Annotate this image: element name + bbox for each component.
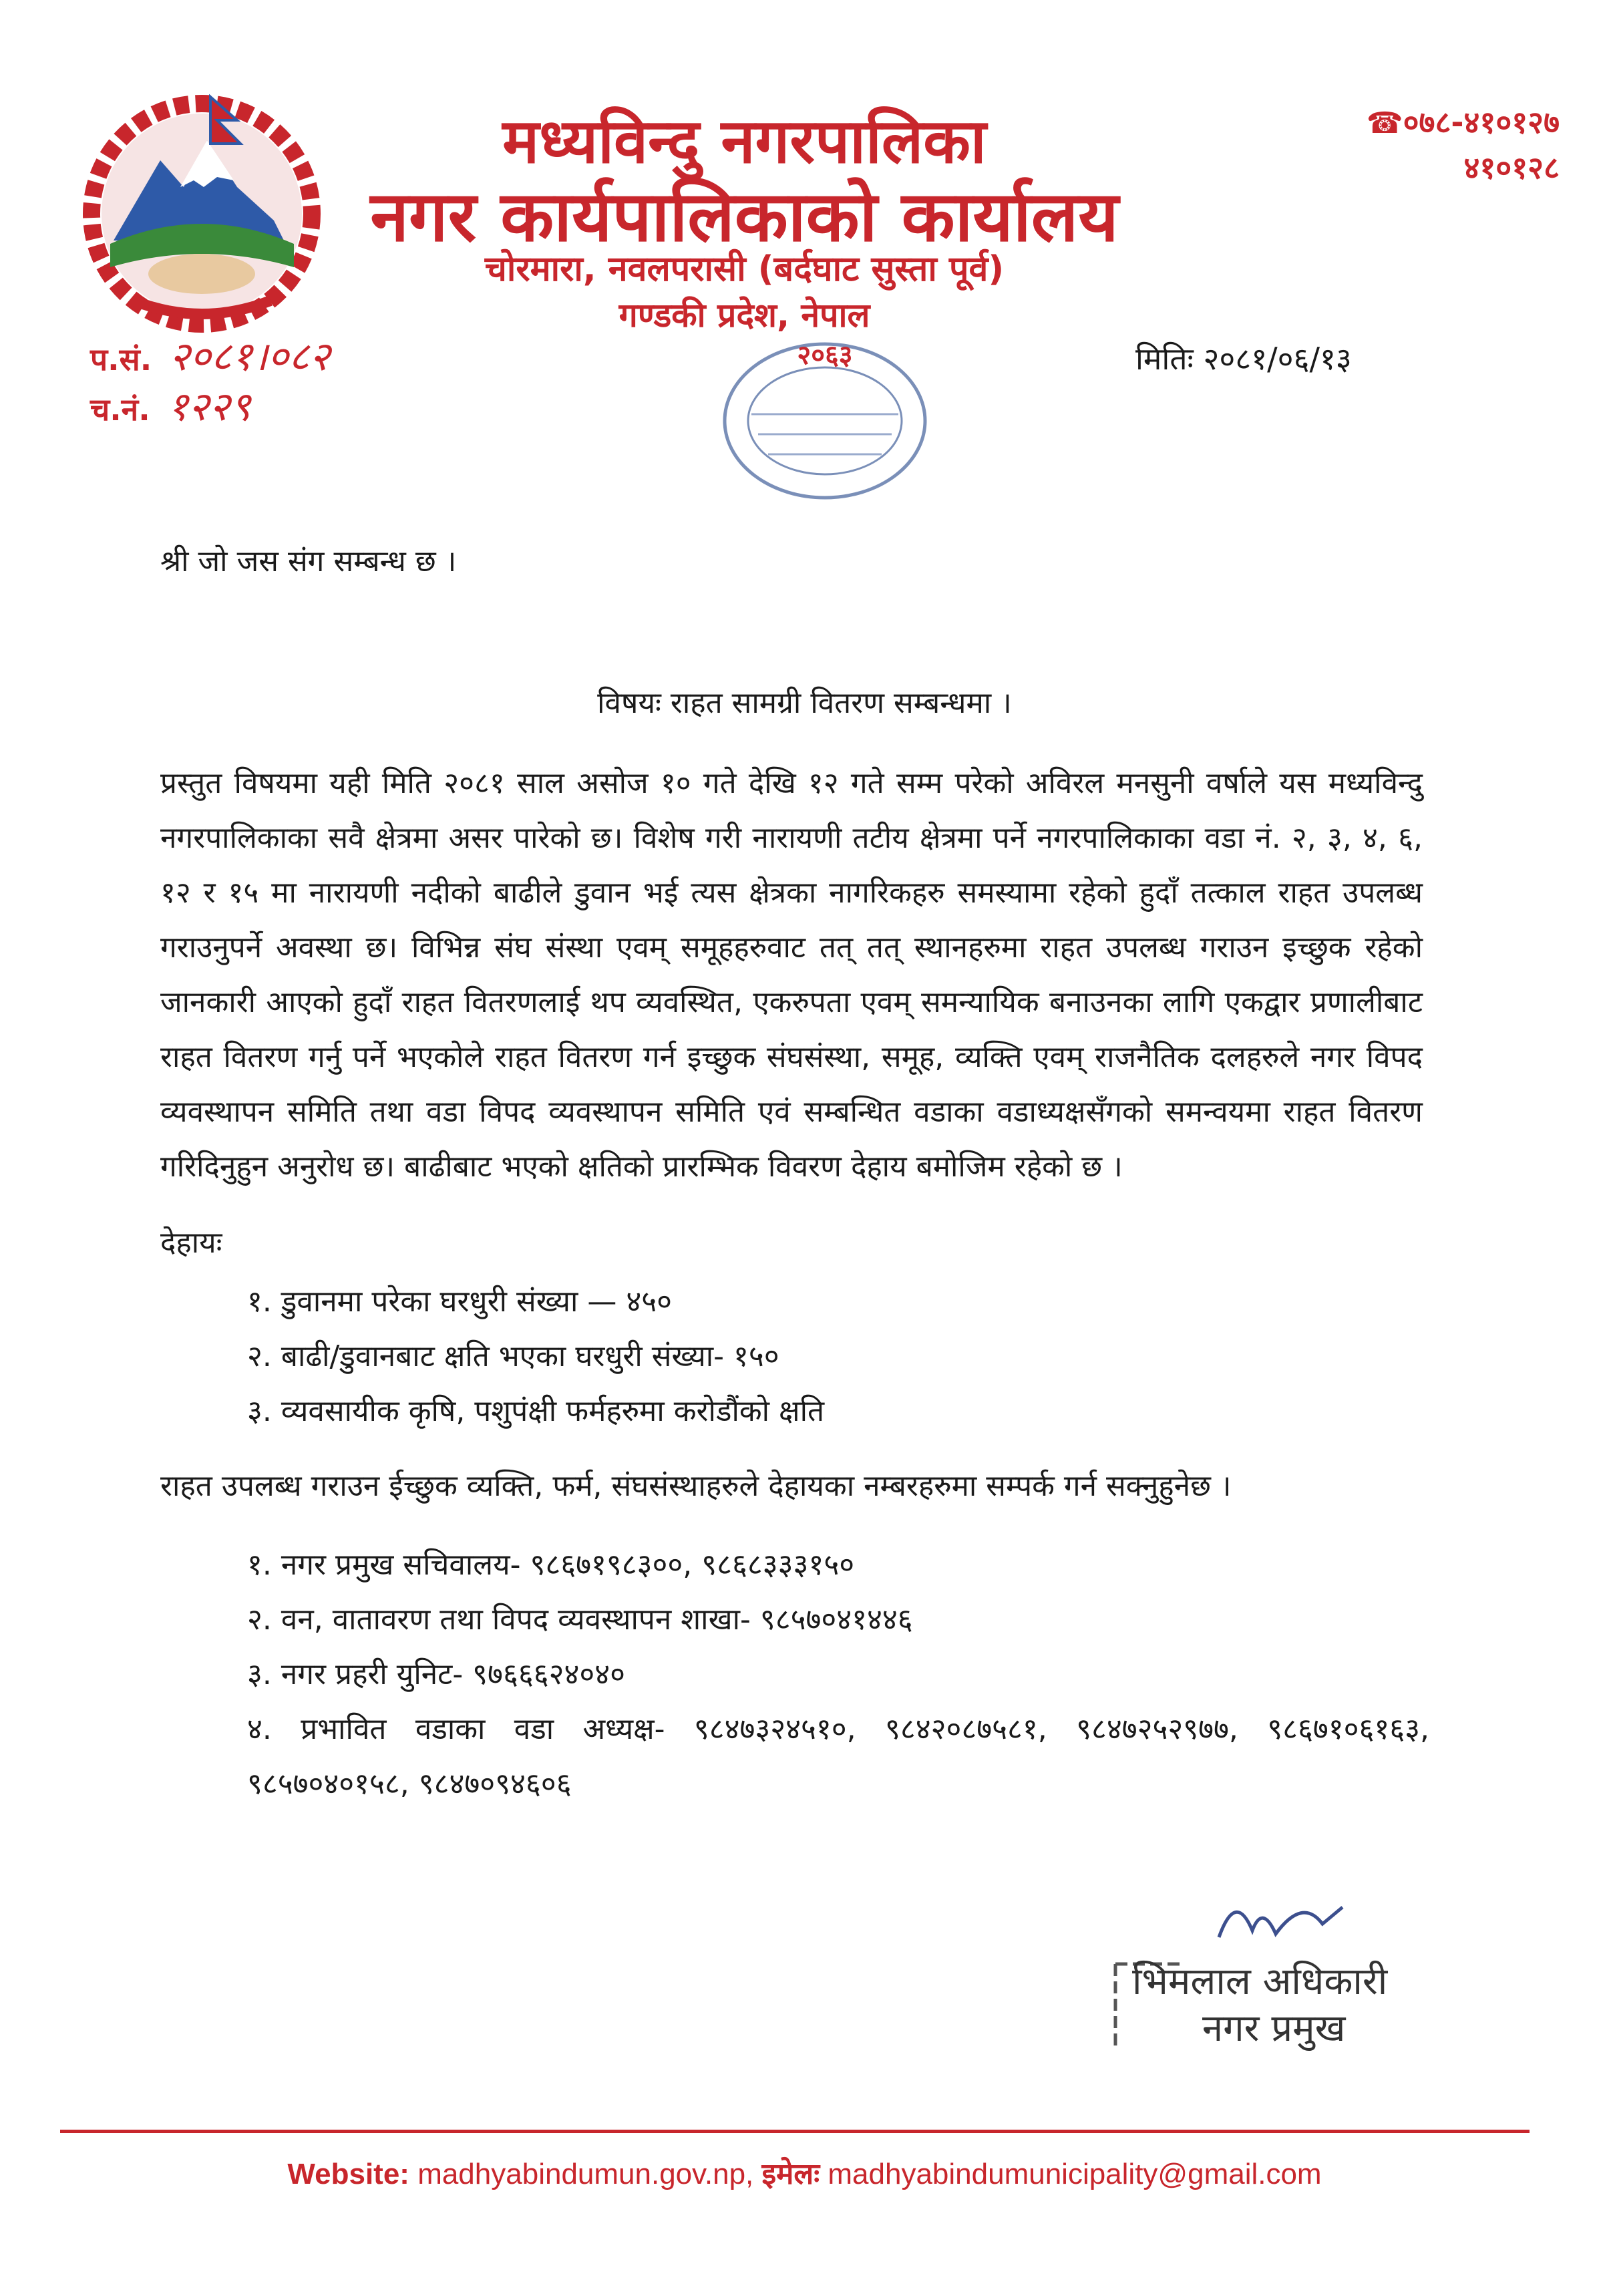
list-item: १. नगर प्रमुख सचिवालय- ९८६७१९८३००, ९८६८३३३१५० — [247, 1548, 855, 1582]
phone-number-1: ०७८-४१०१२७ — [1403, 104, 1560, 140]
office-name: नगर कार्यपालिकाको कार्यालय — [370, 176, 1119, 257]
letter-date: मितिः २०८१/०६/१३ — [1135, 341, 1352, 377]
cn-value: १२२९ — [167, 383, 251, 430]
details-label: देहायः — [160, 1226, 222, 1260]
contact-intro: राहत उपलब्ध गराउन ईच्छुक व्यक्ति, फर्म, संघसंस्थाहरुले देहायका नम्बरहरुमा सम्पर्क गर्न सक्नुहुनेछ । — [160, 1469, 1232, 1503]
phone-numbers — [1306, 100, 1560, 190]
salutation: श्री जो जस संग सम्बन्ध छ । — [160, 544, 457, 579]
office-stamp — [705, 334, 945, 508]
telephone-icon: ☎ — [1366, 106, 1403, 140]
signatory-name: भिमलाल अधिकारी — [1132, 1960, 1388, 2003]
signatory-title: नगर प्रमुख — [1202, 2007, 1346, 2050]
phone-number-2: ४१०१२८ — [1463, 150, 1560, 186]
email-link[interactable]: madhyabindumunicipality@gmail.com — [828, 2158, 1322, 2190]
municipality-name: मध्यविन्दु नगरपालिका — [502, 106, 987, 177]
list-item: २. बाढी/डुवानबाट क्षति भएका घरधुरी संख्या- १५० — [247, 1339, 779, 1373]
signature — [1219, 1907, 1343, 1937]
stamp-year: २०६३ — [797, 340, 853, 371]
cn-label: च.नं. — [90, 391, 150, 428]
letter-number — [90, 327, 330, 382]
office-address: चोरमारा, नवलपरासी (बर्दघाट सुस्ता पूर्व) — [484, 249, 1005, 289]
list-item: ३. व्यवसायीक कृषि, पशुपंक्षी फर्महरुमा करोडौंको क्षति — [247, 1394, 825, 1428]
ps-value: २०८१।०८२ — [169, 333, 331, 380]
list-item: २. वन, वातावरण तथा विपद व्यवस्थापन शाखा- ९८५७०४१४४६ — [247, 1603, 913, 1637]
email-label: इमेलः — [761, 2158, 820, 2190]
subject-line: विषयः राहत सामग्री वितरण सम्बन्धमा । — [597, 686, 1012, 720]
ps-label: प.सं. — [90, 341, 152, 377]
list-item: ३. नगर प्रहरी युनिट- ९७६६६२४०४० — [247, 1657, 625, 1691]
signature-stamp — [1102, 1884, 1449, 2064]
body-paragraph: प्रस्तुत विषयमा यही मिति २०८१ साल असोज १० गते देखि १२ गते सम्म परेको अविरल मनसुनी वर्षाले यस मध्यविन्दु नगरपालिकाका सवै क्षेत्रमा असर पारेको छ। विशेष गरी नारायणी तटीय क्षेत्रमा पर्ने नगरपालिकाका वडा नं. २, ३, ४, ६, १२ र १५ मा नारायणी नदीको बाढीले डुवान भई त्यस क्षेत्रका नागरिकहरु समस्यामा रहेको हुदाँ तत्काल राहत उपलब्ध गराउनुपर्ने अवस्था छ। विभिन्न संघ संस्था एवम् समूहहरुवाट तत् तत् स्थानहरुमा राहत उपलब्ध गराउन इच्छुक रहेको जानकारी आएको हुदाँ राहत वितरणलाई थप व्यवस्थित, एकरुपता एवम् समन्यायिक बनाउनका लागि एकद्वार प्रणालीबाट राहत वितरण गर्नु पर्ने भएकोले राहत वितरण गर्न इच्छुक संघसंस्था, समूह, व्यक्ति एवम् राजनैतिक दलहरुले नगर विपद व्यवस्थापन समिति तथा वडा विपद व्यवस्थापन समिति एवं सम्बन्धित वडाका वडाध्यक्षसँगको समन्वयमा राहत वितरण गरिदिनुहुन अनुरोध छ। बाढीबाट भएको क्षतिको प्रारम्भिक विवरण देहाय बमोजिम रहेको छ । — [160, 766, 1423, 1184]
dispatch-number — [90, 377, 251, 432]
damage-list — [247, 1275, 1429, 1439]
website-link[interactable]: madhyabindumun.gov.np, — [417, 2158, 754, 2190]
website-label: Website: — [287, 2158, 409, 2190]
list-item: १. डुवानमा परेका घरधुरी संख्या — ४५० — [247, 1285, 672, 1319]
list-item: ४. प्रभावित वडाका वडा अध्यक्ष- ९८४७३२४५१०, ९८४२०८७५८१, ९८४७२५२९७७, ९८६७१०६१६३, ९८५७०४०१५८, ९८४७०९४६०६ — [247, 1712, 1429, 1801]
contact-list — [247, 1538, 1429, 1812]
office-province: गण्डकी प्रदेश, नेपाल — [618, 296, 870, 335]
footer-divider — [60, 2130, 1530, 2133]
footer — [0, 2152, 1609, 2192]
